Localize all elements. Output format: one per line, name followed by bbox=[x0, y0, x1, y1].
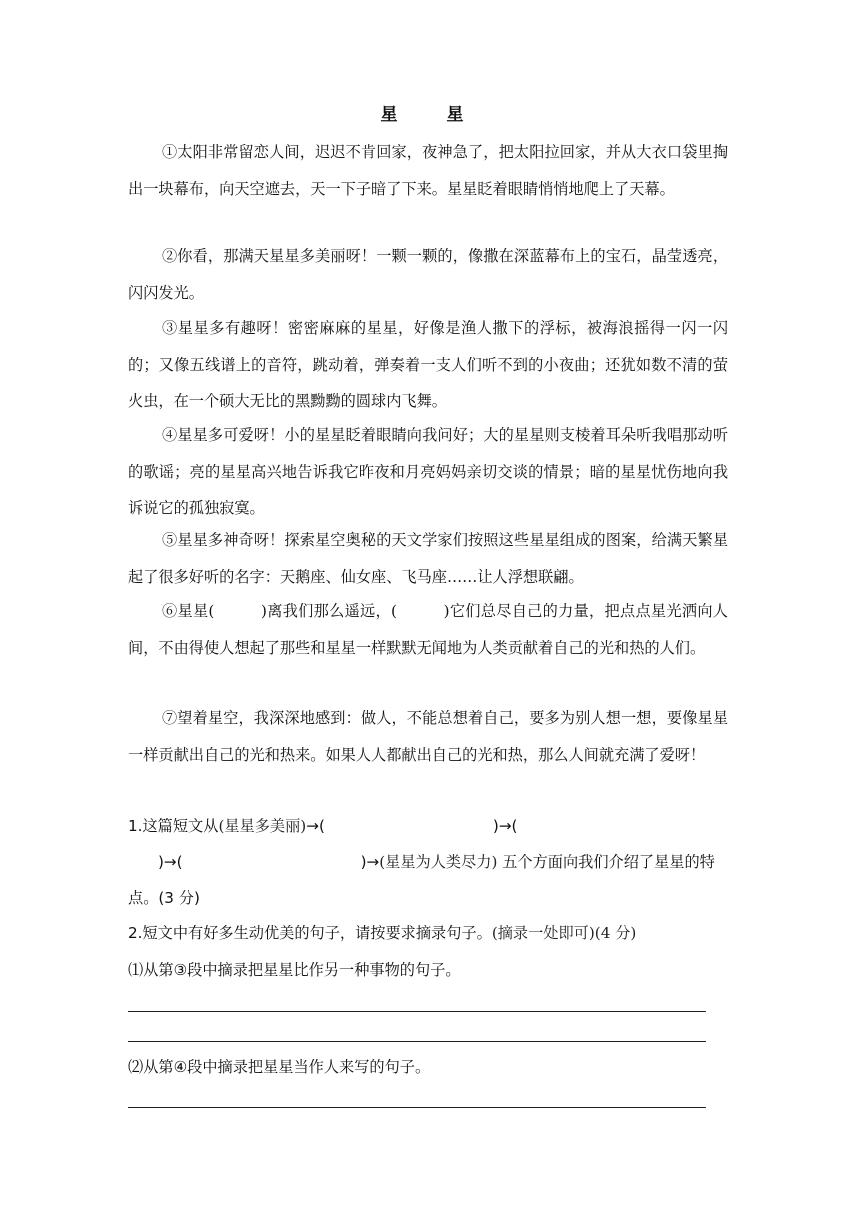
question-1-given-2: (星星为人类尽力) bbox=[379, 853, 498, 871]
question-2-score: (4 分) bbox=[594, 924, 637, 942]
paragraph-5: ⑤星星多神奇呀！探索星空奥秘的天文学家们按照这些星星组成的图案，给满天繁星起了很多好听的名字：天鹅座、仙女座、飞马座……让人浮想联翩。 bbox=[128, 531, 728, 586]
question-1-arrow-4: )→ bbox=[360, 853, 380, 871]
question-2-sub-1: ⑴从第③段中摘录把星星比作另一种事物的句子。 bbox=[128, 961, 461, 979]
question-1-arrow-3: )→( bbox=[158, 853, 183, 871]
question-1-arrow-open-1: →( bbox=[306, 817, 325, 835]
question-1-text-a: 1.这篇短文从 bbox=[128, 817, 219, 835]
question-2-note: (摘录一处即可) bbox=[491, 924, 595, 942]
paragraph-2: ②你看，那满天星星多美丽呀！一颗一颗的，像撒在深蓝幕布上的宝石，晶莹透亮，闪闪发光。 bbox=[128, 247, 728, 302]
paragraph-6: ⑥星星( )离我们那么遥远，( )它们总尽自己的力量，把点点星光洒向人间，不由得使人想起了那些和星星一样默默无闻地为人类贡献着自己的光和热的人们。 bbox=[128, 602, 728, 657]
paragraph-7: ⑦望着星空，我深深地感到：做人，不能总想着自己，要多为别人想一想，要像星星一样贡献出自己的光和热来。如果人人都献出自己的光和热，那么人间就充满了爱呀！ bbox=[128, 709, 728, 764]
answer-line-1[interactable] bbox=[128, 1011, 706, 1012]
paragraph-1: ①太阳非常留恋人间，迟迟不肯回家，夜神急了，把太阳拉回家，并从大衣口袋里掏出一块幕布，向天空遮去，天一下子暗了下来。星星眨着眼睛悄悄地爬上了天幕。 bbox=[128, 143, 728, 198]
question-1-arrow-2: )→( bbox=[492, 817, 518, 835]
answer-line-2[interactable] bbox=[128, 1041, 706, 1042]
paragraph-4: ④星星多可爱呀！小的星星眨着眼睛向我问好；大的星星则支棱着耳朵听我唱那动听的歌谣；亮的星星高兴地告诉我它昨夜和月亮妈妈亲切交谈的情景；暗的星星忧伤地向我诉说它的孤独寂寞。 bbox=[128, 426, 728, 517]
question-2-text: 2.短文中有好多生动优美的句子，请按要求摘录句子。 bbox=[128, 924, 492, 942]
question-2-sub-2: ⑵从第④段中摘录把星星当作人来写的句子。 bbox=[128, 1058, 431, 1076]
question-2-stem bbox=[128, 915, 728, 951]
paragraph-3: ③星星多有趣呀！密密麻麻的星星，好像是渔人撒下的浮标，被海浪摇得一闪一闪的；又像五线谱上的音符，跳动着，弹奏着一支人们听不到的小夜曲；还犹如数不清的萤火虫，在一个硕大无比的黑黝黝的圆球内飞舞。 bbox=[128, 319, 728, 410]
answer-line-3[interactable] bbox=[128, 1107, 706, 1108]
article-title: 星 星 bbox=[380, 105, 480, 125]
question-1 bbox=[128, 808, 728, 916]
question-1-given-1: (星星多美丽) bbox=[218, 817, 307, 835]
question-1-text-b: 五个方面向我们介绍了星星的特点。(3 分) bbox=[128, 853, 715, 907]
